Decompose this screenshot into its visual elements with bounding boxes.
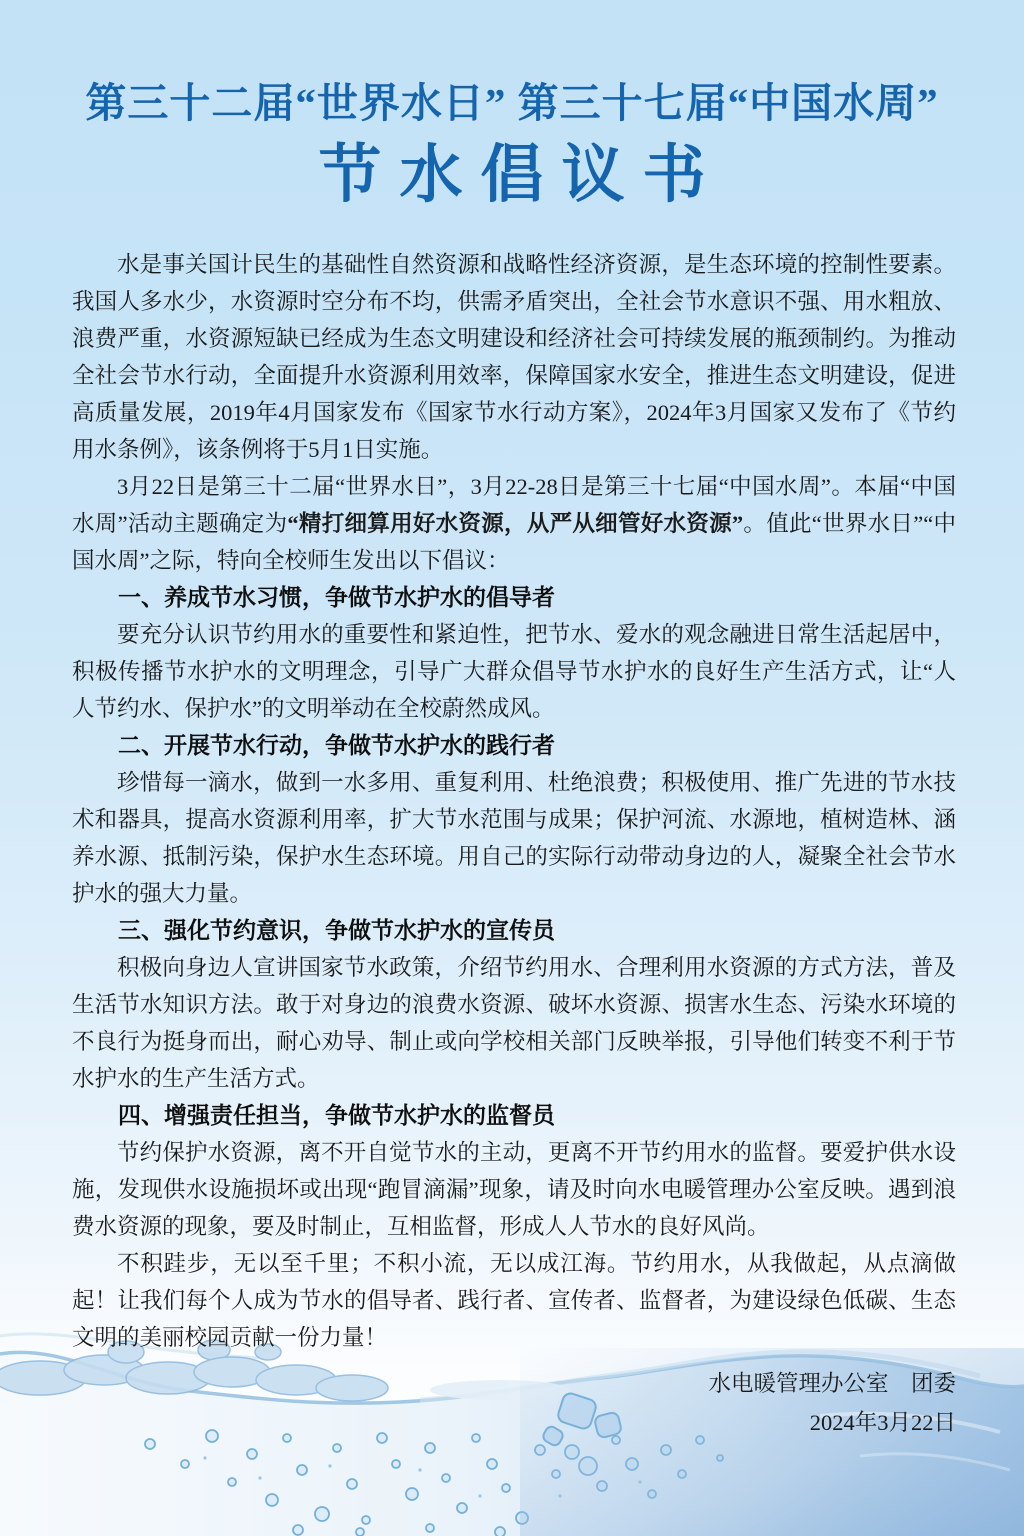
poster-title-line2: 节水倡议书 [318,140,724,210]
intro-paragraph-1: 水是事关国计民生的基础性自然资源和战略性经济资源，是生态环境的控制性要素。我国人多水少，水资源时空分布不均，供需矛盾突出，全社会节水意识不强、用水粗放、浪费严重，水资源短缺已经成为生态文明建设和经济社会可持续发展的瓶颈制约。为推动全社会节水行动，全面提升水资源利用效率，保障国家水安全，推进生态文明建设，促进高质量发展，2019年4月国家发布《国家节水行动方案》，2024年3月国家又发布了《节约用水条例》，该条例将于5月1日实施。 [72,252,956,462]
section-2-body: 珍惜每一滴水，做到一水多用、重复利用、杜绝浪费；积极使用、推广先进的节水技术和器具，提高水资源利用率，扩大节水范围与成果；保护河流、水源地，植树造林、涵养水源、抵制污染，保护水生态环境。用自己的实际行动带动身边的人，凝聚全社会节水护水的强大力量。 [72,770,956,906]
water-week-theme: “精打细算用好水资源，从严从细管好水资源” [287,511,744,536]
document-body [72,246,956,1442]
signature-org: 水电暖管理办公室 团委 [708,1371,956,1396]
intro-p2-pre: 3月22日是第三十二届“世界水日”，3月22-28日是第三十七届“中国水周”。本届“中国水周”活动主题确定为 [72,474,956,536]
section-1-body: 要充分认识节约用水的重要性和紧迫性，把节水、爱水的观念融进日常生活起居中，积极传播节水护水的文明理念，引导广大群众倡导节水护水的良好生产生活方式，让“人人节约水、保护水”的文明举动在全校蔚然成风。 [72,622,956,721]
intro-paragraph-2 [72,468,956,579]
signature-block [72,1364,956,1442]
closing-paragraph: 不积跬步，无以至千里；不积小流，无以成江海。节约用水，从我做起，从点滴做起！让我们每个人成为节水的倡导者、践行者、宣传者、监督者，为建设绿色低碳、生态文明的美丽校园贡献一份力量！ [72,1251,956,1350]
section-4-heading: 四、增强责任担当，争做节水护水的监督员 [118,1102,555,1128]
signature-date: 2024年3月22日 [809,1410,956,1435]
section-1-heading: 一、养成节水习惯，争做节水护水的倡导者 [118,584,555,610]
section-3-heading: 三、强化节约意识，争做节水护水的宣传员 [118,917,555,943]
section-2-heading: 二、开展节水行动，争做节水护水的践行者 [118,732,555,758]
section-4-body: 节约保护水资源，离不开自觉节水的主动，更离不开节约用水的监督。要爱护供水设施，发现供水设施损坏或出现“跑冒滴漏”现象，请及时向水电暖管理办公室反映。遇到浪费水资源的现象，要及时制止，互相监督，形成人人节水的良好风尚。 [72,1140,956,1239]
intro-p2-post: 。值此“世界水日”“中国水周”之际，特向全校师生发出以下倡议： [72,511,956,573]
section-3-body: 积极向身边人宣讲国家节水政策，介绍节约用水、合理利用水资源的方式方法，普及生活节水知识方法。敢于对身边的浪费水资源、破坏水资源、损害水生态、污染水环境的不良行为挺身而出，耐心劝导、制止或向学校相关部门反映举报，引导他们转变不利于节水护水的生产生活方式。 [72,955,956,1091]
poster-title-line1: 第三十二届“世界水日” 第三十七届“中国水周” [85,80,939,126]
